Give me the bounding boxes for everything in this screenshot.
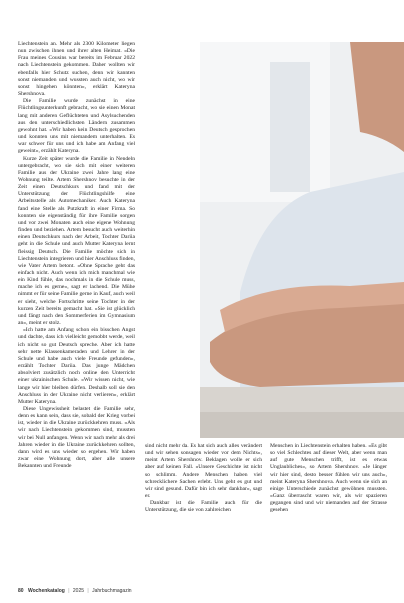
paragraph: Liechtenstein an. Mehr als 2300 Kilometer liegen nun zwischen ihnen und ihrer alten Heimat. «Die Frau meines Cousins war bereits im Februar 2022 nach Liechtenstein gekommen. Daher wollten wir ebenfalls hier Schutz suchen, denn wir kannten sonst niemanden und wussten auch nicht, wo wir sonst hingehen könnten», erklärt Kateryna Shershnova. [18, 41, 135, 98]
publication-year: 2025 [72, 588, 85, 594]
publication-name: Wochenkatalog [27, 588, 65, 594]
section-name: Jahrbuchmagazin [92, 588, 132, 594]
paragraph: sind nicht mehr da. Es hat sich auch alles verändert und wir sehen sonsagen wieder vor dem Nichts», meint Artem Shershnov. Beklagen wolle er sich aber auf keinen Fall. «Unsere Geschichte ist nicht so schlimm. Andere Menschen haben viel schrecklichere Sachen erlebt. Uns geht es gut und wir sind gesund. Dafür bin ich sehr dankbar», sagt er. [145, 443, 262, 500]
article-column-3 [270, 443, 387, 515]
paragraph: Dankbar ist die Familie auch für die Unterstützung, die sie von zahlreichen [145, 500, 262, 514]
paragraph: Kurze Zeit später wurde die Familie in Nendeln untergebracht, wo sie sich mit einer weiteren Familie aus der Ukraine zwei Jahre lang eine Wohnung teilte. Artem Shershnov besuchte in der Zeit einen Deutschkurs und fand mit der Unterstützung der Flüchtlingshilfe eine Arbeitsstelle als Automechaniker. Auch Kateryna fand eine Stelle als Putzkraft in einer Firma. So konnten sie eigenständig für ihre Familie sorgen und vor zwei Monaten auch eine eigene Wohnung finden und beziehen. Artem besucht auch weiterhin einen Deutschkurs nach der Arbeit, Tochter Dariia geht in die Schule und auch Mutter Kateryna lernt fleissig Deutsch. Die Familie möchte sich in Liechtenstein integrieren und hier Anschluss finden, wie Vater Artem betont. «Ohne Sprache geht das einfach nicht. Auch wenn ich mich manchmal wie ein Kind fühle, das nochmals in die Schule muss, mache ich es gerne», sagt er lachend. Die Mühe nimmt er für seine Familie gerne in Kauf, auch weil er sieht, welche Fortschritte seine Tochter in der kurzen Zeit bereits gemacht hat. «Sie ist glücklich und fängt nach den Sommerferien im Gymnasium an», meint er stolz. [18, 155, 135, 327]
article-column-2 [145, 443, 262, 515]
photo-illustration [200, 42, 404, 438]
page-footer: 80 Wochenkatalog | 2025 | Jahrbuchmagazin [18, 588, 132, 594]
page-number: 80 [18, 588, 24, 594]
article-column-1 [18, 41, 135, 470]
paragraph: «Ich hatte am Anfang schon ein bisschen Angst und dachte, dass ich vielleicht gemobbt werde, weil ich nicht so gut Deutsch spreche. Aber ich hatte sehr nette Klassenkameraden und Lehrer in der Schule und habe auch viele Freunde gefunden», erzählt Tochter Dariia. Das junge Mädchen absolviert zusätzlich noch online den Unterricht einer ukrainischen Schule. «Wir wissen nicht, wie lange wir hier bleiben dürfen. Deshalb soll sie den Anschluss in der Ukraine nicht verlieren», erklärt Mutter Kateryna. [18, 327, 135, 405]
paragraph: Menschen in Liechtenstein erhalten haben. «Es gibt so viel Schlechtes auf dieser Welt, aber wenn man auf gute Menschen trifft, ist es etwas Unglaubliches», so Artem Shershnov. «Je länger wir hier sind, desto besser fühlen wir uns auch», meint Kateryna Shershnova. Auch wenn sie sich an einige Unterschiede zunächst gewöhnen mussten. «Ganz überrascht waren wir, als wir spazieren gegangen sind und wir niemanden auf der Strasse gesehen [270, 443, 387, 514]
paragraph: Diese Ungewissheit belastet die Familie sehr, denn es kann sein, dass sie, sobald der Krieg vorbei ist, wieder in die Ukraine zurückkehren muss. «Als wir nach Liechtenstein gekommen sind, mussten wir bei Null anfangen. Wenn wir nach mehr als drei Jahren wieder in die Ukraine zurückkehren sollten, dann wird es uns wieder so ergehen. Wir haben zwar eine Wohnung dort, aber alle unsere Bekannten und Freunde [18, 405, 135, 470]
paragraph: Die Familie wurde zunächst in eine Flüchtlingsunterkunft gebracht, wo sie einen Monat lang mit anderen Geflüchteten und Asylsuchenden aus den unterschiedlichsten Ländern zusammen gewohnt hat. «Wir haben kein Deutsch gesprochen und konnten uns mit niemandem unterhalten. Es war schwer für uns und ich habe am Anfang viel geweint», erzählt Kateryna. [18, 98, 135, 155]
portrait-photo [200, 42, 404, 438]
